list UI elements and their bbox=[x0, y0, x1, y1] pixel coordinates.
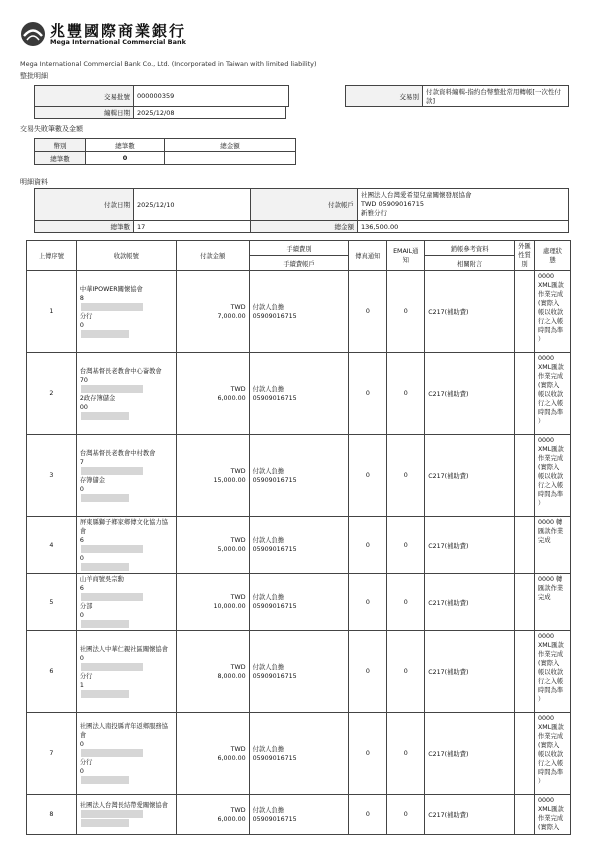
row-status: 0000 轉 匯款作業 完成 bbox=[534, 517, 570, 574]
row-payee bbox=[76, 574, 176, 631]
payee-acct-line-a: 0 分行 bbox=[80, 740, 173, 767]
row-email: 0 bbox=[387, 631, 425, 713]
row-fee: 付款人負擔 05909016715 bbox=[249, 795, 349, 835]
failed-table bbox=[34, 138, 296, 165]
h-currency: 幣別 bbox=[35, 139, 86, 152]
row-amount: TWD 5,000.00 bbox=[176, 517, 249, 574]
payee-acct-line-b: 0 bbox=[80, 485, 173, 503]
table-row bbox=[27, 353, 571, 435]
payee-acct-line-b: 1 bbox=[80, 681, 173, 699]
category-label: 交易別 bbox=[346, 86, 423, 107]
payee-acct-line-a: 6 bbox=[80, 536, 173, 554]
failed-count: 0 bbox=[86, 152, 165, 165]
row-ref: C217(補助費) bbox=[425, 574, 515, 631]
row-fax: 0 bbox=[349, 517, 387, 574]
table-row bbox=[27, 795, 571, 835]
pay-date-label: 付款日期 bbox=[35, 189, 134, 221]
row-status: 0000 轉 匯款作業 完成 bbox=[534, 574, 570, 631]
col-status: 處理狀 態 bbox=[534, 241, 570, 271]
total-amount: 136,500.00 bbox=[358, 221, 569, 233]
row-fax: 0 bbox=[349, 353, 387, 435]
total-count: 17 bbox=[134, 221, 251, 233]
row-fx bbox=[515, 517, 535, 574]
row-fx bbox=[515, 435, 535, 517]
row-fax: 0 bbox=[349, 574, 387, 631]
row-ref: C217(補助費) bbox=[425, 713, 515, 795]
payee-acct-line-b bbox=[80, 819, 173, 828]
row-payee bbox=[76, 517, 176, 574]
pay-acct: 社團法人台灣愛希望兒童關懷發展協會 TWD 05909016715 新雅分行 bbox=[358, 189, 569, 221]
row-status: 0000 XML匯款 作業完成 (實際入 帳以收款 行之入帳 時間為準 ） bbox=[534, 631, 570, 713]
row-seq: 4 bbox=[27, 517, 77, 574]
table-row bbox=[27, 271, 571, 353]
payee-name: 社團法人中華仁親社區關懷協會 bbox=[79, 645, 169, 653]
col-seq: 上傳序號 bbox=[27, 241, 77, 271]
row-seq: 5 bbox=[27, 574, 77, 631]
row-payee bbox=[76, 795, 176, 835]
row-seq: 2 bbox=[27, 353, 77, 435]
row-fx bbox=[515, 631, 535, 713]
row-payee bbox=[76, 271, 176, 353]
payee-acct-line-b: 0 bbox=[80, 554, 173, 572]
row-status: 0000 XML匯款 作業完成 (實際入 帳以收款 行之入帳 時間為準 ） bbox=[534, 713, 570, 795]
row-email: 0 bbox=[387, 713, 425, 795]
table-row bbox=[27, 574, 571, 631]
row-amount: TWD 15,000.00 bbox=[176, 435, 249, 517]
payee-acct-line-b: 00 bbox=[80, 403, 173, 421]
payee-name: 社團法人台灣長結帶愛關懷協會 bbox=[79, 802, 169, 809]
failed-row-label: 總筆數 bbox=[35, 152, 86, 165]
col-fee-bearer: 手續費別 bbox=[249, 241, 349, 256]
edit-date-table bbox=[34, 106, 286, 119]
payee-acct-line-b: 0 bbox=[80, 767, 173, 785]
row-fx bbox=[515, 271, 535, 353]
edit-date-label: 編輯日期 bbox=[35, 107, 134, 119]
row-ref: C217(補助費) bbox=[425, 631, 515, 713]
total-amount-label: 總金額 bbox=[251, 221, 358, 233]
row-status: 0000 XML匯款 作業完成 (實際入 帳以收款 行之入帳 時間為準 ） bbox=[534, 353, 570, 435]
row-email: 0 bbox=[387, 271, 425, 353]
row-amount: TWD 6,000.00 bbox=[176, 795, 249, 835]
row-fax: 0 bbox=[349, 713, 387, 795]
row-ref: C217(補助費) bbox=[425, 353, 515, 435]
row-amount: TWD 8,000.00 bbox=[176, 631, 249, 713]
row-email: 0 bbox=[387, 795, 425, 835]
row-ref: C217(補助費) bbox=[425, 517, 515, 574]
section2-title: 交易失敗筆數及金額 bbox=[20, 125, 83, 133]
row-email: 0 bbox=[387, 353, 425, 435]
batch-no-label: 交易批號 bbox=[35, 86, 134, 107]
row-amount: TWD 6,000.00 bbox=[176, 713, 249, 795]
payee-name: 屏東縣獅子鄉家鄉傳文化協力協會 bbox=[79, 519, 169, 535]
row-payee bbox=[76, 631, 176, 713]
row-fee: 付款人負擔 05909016715 bbox=[249, 517, 349, 574]
payee-acct-line-a: 6 分部 bbox=[80, 584, 173, 611]
payee-acct-line-b: 0 bbox=[80, 321, 173, 339]
row-email: 0 bbox=[387, 574, 425, 631]
row-fax: 0 bbox=[349, 271, 387, 353]
row-fee: 付款人負擔 05909016715 bbox=[249, 631, 349, 713]
table-row bbox=[27, 631, 571, 713]
row-fee: 付款人負擔 05909016715 bbox=[249, 713, 349, 795]
row-ref: C217(補助費) bbox=[425, 435, 515, 517]
col-payee: 收款帳號 bbox=[76, 241, 176, 271]
row-fx bbox=[515, 574, 535, 631]
row-ref: C217(補助費) bbox=[425, 795, 515, 835]
row-fx bbox=[515, 795, 535, 835]
pay-acct-label: 付款帳戶 bbox=[251, 189, 358, 221]
h-count: 總筆數 bbox=[86, 139, 165, 152]
table-row bbox=[27, 435, 571, 517]
payee-name: 台灣基督長老教會中村教會 bbox=[79, 449, 156, 457]
col-amount: 付款金額 bbox=[176, 241, 249, 271]
row-fee: 付款人負擔 05909016715 bbox=[249, 353, 349, 435]
row-fee: 付款人負擔 05909016715 bbox=[249, 574, 349, 631]
row-status: 0000 XML匯款 作業完成 (實際入 帳以收款 行之入帳 時間為準 ） bbox=[534, 271, 570, 353]
row-payee bbox=[76, 435, 176, 517]
row-amount: TWD 7,000.00 bbox=[176, 271, 249, 353]
row-seq: 7 bbox=[27, 713, 77, 795]
total-count-label: 總筆數 bbox=[35, 221, 134, 233]
row-status: 0000 XML匯款 作業完成 (實際入 帳以收款 行之入帳 時間為準 ） bbox=[534, 435, 570, 517]
payee-acct-line-a: 70 2政存簿儲金 bbox=[80, 376, 173, 403]
row-fx bbox=[515, 713, 535, 795]
row-email: 0 bbox=[387, 517, 425, 574]
section3-title: 明細資料 bbox=[20, 178, 48, 186]
row-fax: 0 bbox=[349, 631, 387, 713]
section1-title: 整批明細 bbox=[20, 72, 48, 80]
h-amount: 總金額 bbox=[165, 139, 296, 152]
payee-acct-line-a bbox=[80, 810, 173, 819]
row-seq: 3 bbox=[27, 435, 77, 517]
detail-table bbox=[26, 240, 571, 835]
table-row bbox=[27, 713, 571, 795]
row-payee bbox=[76, 713, 176, 795]
row-ref: C217(補助費) bbox=[425, 271, 515, 353]
payee-acct-line-a: 7 存簿儲金 bbox=[80, 458, 173, 485]
edit-date: 2025/12/08 bbox=[134, 107, 286, 119]
row-status: 0000 XML匯款 作業完成 (實際入 bbox=[534, 795, 570, 835]
col-ref-sub: 相關附言 bbox=[425, 256, 515, 271]
table-row bbox=[27, 517, 571, 574]
bank-name-zh: 兆豐國際商業銀行 bbox=[50, 22, 187, 40]
row-seq: 1 bbox=[27, 271, 77, 353]
bank-name-en: Mega International Commercial Bank bbox=[50, 38, 186, 46]
payee-name: 山羊商號吳宗勳 bbox=[79, 576, 124, 583]
row-seq: 8 bbox=[27, 795, 77, 835]
corp-line: Mega International Commercial Bank Co., Ltd. (Incorporated in Taiwan with limited liability) bbox=[20, 60, 317, 68]
row-email: 0 bbox=[387, 435, 425, 517]
row-fx bbox=[515, 353, 535, 435]
category: 付款資料編輯-指約台幣整批常用轉帳[一次性付款] bbox=[423, 86, 569, 107]
bank-logo bbox=[20, 21, 46, 47]
col-fx: 外匯 性質 別 bbox=[515, 241, 535, 271]
col-ref: 銷帳參考資料 bbox=[425, 241, 515, 256]
col-email: EMAIL通 知 bbox=[387, 241, 425, 271]
payee-name: 中華IPOWER關懷協會 bbox=[79, 285, 143, 293]
batch-no: 000000359 bbox=[134, 86, 289, 107]
payee-name: 社團法人南投縣青年返鄉服務協會 bbox=[79, 723, 169, 739]
row-amount: TWD 10,000.00 bbox=[176, 574, 249, 631]
payee-acct-line-b: 0 bbox=[80, 611, 173, 629]
row-fee: 付款人負擔 05909016715 bbox=[249, 271, 349, 353]
summary-table bbox=[34, 188, 569, 233]
row-amount: TWD 6,000.00 bbox=[176, 353, 249, 435]
payee-name: 台灣基督長老教會中心崙教會 bbox=[79, 367, 162, 375]
payee-acct-line-a: 0 分行 bbox=[80, 654, 173, 681]
row-seq: 6 bbox=[27, 631, 77, 713]
batch-table bbox=[34, 85, 569, 107]
row-fax: 0 bbox=[349, 795, 387, 835]
row-payee bbox=[76, 353, 176, 435]
col-fee-acct: 手續費帳戶 bbox=[249, 256, 349, 271]
row-fee: 付款人負擔 05909016715 bbox=[249, 435, 349, 517]
col-fax: 傳真通知 bbox=[349, 241, 387, 271]
pay-date: 2025/12/10 bbox=[134, 189, 251, 221]
payee-acct-line-a: 8 分行 bbox=[80, 294, 173, 321]
row-fax: 0 bbox=[349, 435, 387, 517]
